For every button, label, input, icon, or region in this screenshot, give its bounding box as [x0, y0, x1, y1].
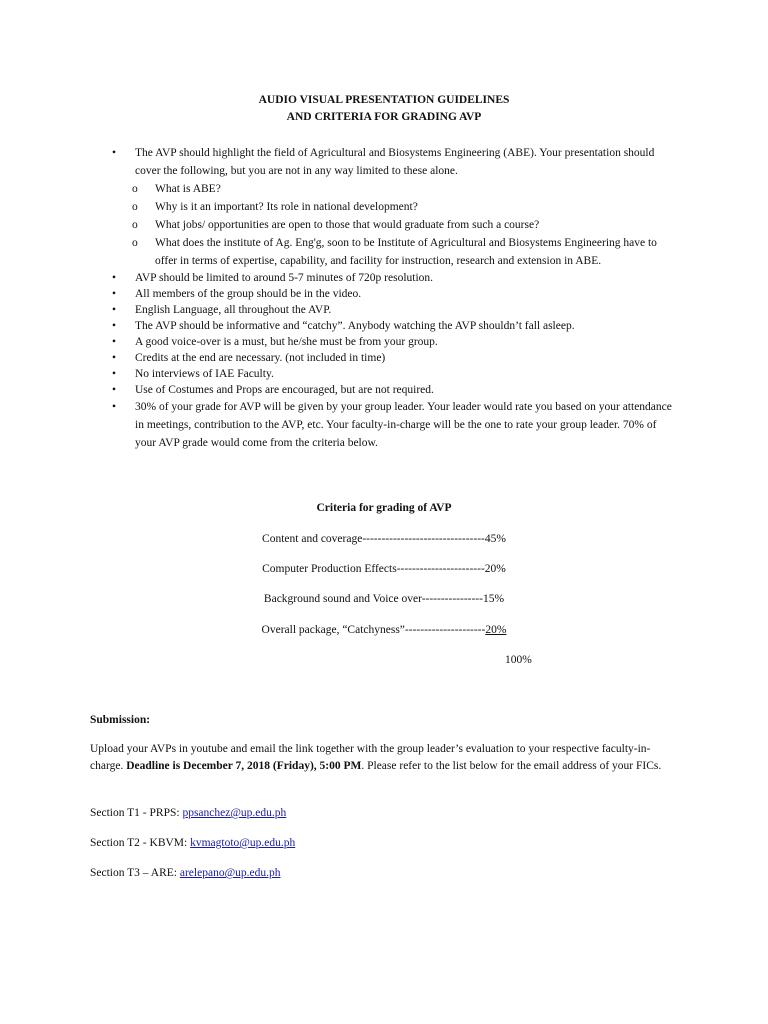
- bullet-icon: •: [112, 401, 117, 413]
- section-contact: [90, 805, 286, 821]
- sub-bullet-icon: o: [132, 201, 138, 213]
- list-item: [110, 334, 680, 350]
- sub-list-item: [110, 234, 680, 270]
- sub-item-text: What jobs/ opportunities are open to those that would graduate from such a course?: [155, 219, 540, 231]
- guideline-text: No interviews of IAE Faculty.: [135, 368, 274, 380]
- section-label: Section T3 – ARE:: [90, 867, 180, 879]
- bullet-icon: •: [112, 384, 117, 396]
- sub-bullet-icon: o: [132, 237, 138, 249]
- criteria-row: [0, 622, 768, 638]
- criteria-value: 45%: [484, 533, 506, 545]
- guideline-text: The AVP should be informative and “catchy”. Anybody watching the AVP shouldn’t fall asleep.: [135, 320, 575, 332]
- deadline-text: Deadline is December 7, 2018 (Friday), 5:00 PM: [126, 760, 362, 772]
- criteria-row: [0, 561, 768, 577]
- bullet-icon: •: [112, 288, 117, 300]
- sub-list-item: [110, 180, 680, 198]
- criteria-value: 20%: [485, 624, 507, 636]
- guideline-text: 30% of your grade for AVP will be given by your group leader. Your leader would rate you based on your attendance in meetings, contribution to the AVP, etc. Your faculty-in-charge will be the one to rate your group leader. 70% of your AVP grade would come from the criteria below.: [135, 401, 672, 449]
- guidelines-list: [110, 144, 680, 452]
- section-label: Section T2 - KBVM:: [90, 837, 191, 849]
- bullet-icon: •: [112, 272, 117, 284]
- sub-list: [110, 180, 680, 270]
- list-item: [110, 286, 680, 302]
- list-item: [110, 302, 680, 318]
- criteria-value: 15%: [482, 593, 505, 605]
- guideline-text: English Language, all throughout the AVP.: [135, 304, 332, 316]
- guideline-text: All members of the group should be in the video.: [135, 288, 362, 300]
- sub-bullet-icon: o: [132, 183, 138, 195]
- section-contact: [90, 865, 281, 881]
- criteria-label: Background sound and Voice over: [263, 593, 422, 605]
- bullet-icon: •: [112, 368, 117, 380]
- sub-item-text: Why is it an important? Its role in national development?: [155, 201, 418, 213]
- guideline-text: AVP should be limited to around 5-7 minutes of 720p resolution.: [135, 272, 434, 284]
- list-item: [110, 318, 680, 334]
- submission-paragraph: [90, 741, 670, 775]
- sub-list-item: [110, 198, 680, 216]
- guideline-text: Credits at the end are necessary. (not included in time): [135, 352, 386, 364]
- sub-bullet-icon: o: [132, 219, 138, 231]
- list-item: [110, 366, 680, 382]
- criteria-label: Content and coverage: [262, 533, 363, 545]
- criteria-row: [0, 531, 768, 547]
- criteria-leader: --------------------------------: [362, 533, 485, 545]
- bullet-icon: •: [112, 336, 117, 348]
- bullet-icon: •: [112, 320, 117, 332]
- sub-item-text: What does the institute of Ag. Eng'g, soon to be Institute of Agricultural and Biosystems Engineering have to offer in terms of expertise, capability, and facility for instruction, research and extension in ABE.: [155, 237, 657, 267]
- document-title: AUDIO VISUAL PRESENTATION GUIDELINES: [258, 94, 510, 106]
- email-link[interactable]: ppsanchez@up.edu.ph: [182, 807, 287, 819]
- criteria-leader: ---------------------: [404, 624, 486, 636]
- list-item: [110, 270, 680, 286]
- submission-text: Upload your AVPs in youtube and email the link together with the group leader’s evaluation to your respective faculty-in-charge.: [90, 743, 651, 772]
- list-item: [110, 144, 680, 270]
- sub-list-item: [110, 216, 680, 234]
- sub-item-text: What is ABE?: [155, 183, 221, 195]
- email-link[interactable]: kvmagtoto@up.edu.ph: [190, 837, 296, 849]
- guideline-text: The AVP should highlight the field of Agricultural and Biosystems Engineering (ABE). Your presentation should cover the following, but you are not in any way limited to these alone.: [135, 147, 655, 177]
- bullet-icon: •: [112, 352, 117, 364]
- guideline-text: Use of Costumes and Props are encouraged, but are not required.: [135, 384, 434, 396]
- submission-heading: Submission:: [90, 714, 151, 726]
- criteria-row: [0, 591, 768, 607]
- list-item: [110, 398, 680, 452]
- list-item: [110, 350, 680, 366]
- criteria-label: Overall package, “Catchyness”: [261, 624, 405, 636]
- criteria-title: Criteria for grading of AVP: [316, 502, 452, 514]
- submission-text-end: . Please refer to the list below for the email address of your FICs.: [361, 760, 662, 772]
- criteria-total: 100%: [505, 654, 532, 666]
- criteria-label: Computer Production Effects: [262, 563, 397, 575]
- section-contact: [90, 835, 295, 851]
- email-link[interactable]: arelepano@up.edu.ph: [179, 867, 281, 879]
- criteria-leader: ----------------: [421, 593, 483, 605]
- list-item: [110, 382, 680, 398]
- criteria-leader: -----------------------: [396, 563, 485, 575]
- criteria-value: 20%: [484, 563, 506, 575]
- guideline-text: A good voice-over is a must, but he/she must be from your group.: [135, 336, 438, 348]
- bullet-icon: •: [112, 147, 117, 159]
- bullet-icon: •: [112, 304, 117, 316]
- section-label: Section T1 - PRPS:: [90, 807, 183, 819]
- document-subtitle: AND CRITERIA FOR GRADING AVP: [286, 111, 482, 123]
